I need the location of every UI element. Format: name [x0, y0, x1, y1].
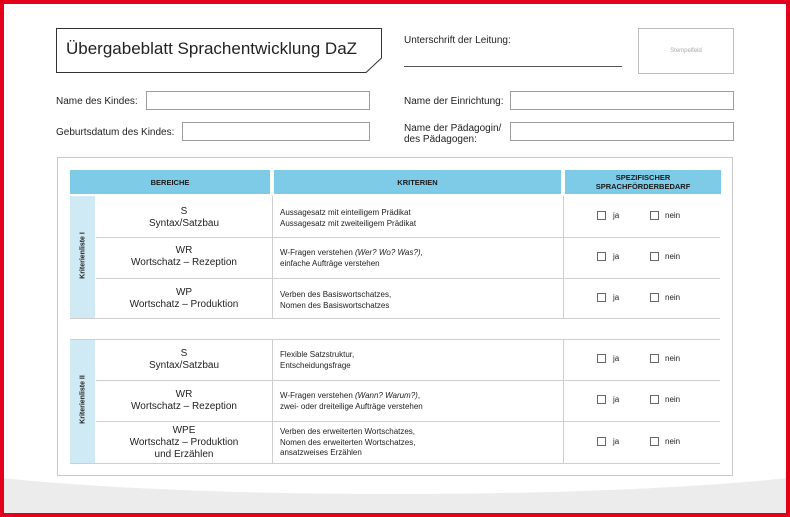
- checkbox-s1-r3-nein[interactable]: [650, 293, 659, 302]
- section-2-row-3-criteria: [280, 427, 560, 459]
- checkbox-label-ja: ja: [613, 252, 620, 261]
- area-code: S: [180, 206, 188, 217]
- checkbox-s2-r1-nein[interactable]: [650, 354, 659, 363]
- checkbox-s1-r3-ja[interactable]: [597, 293, 606, 302]
- criteria-line: ansatzweises Erzählen: [280, 448, 362, 457]
- row-divider: [96, 380, 720, 381]
- checkbox-label-nein: nein: [665, 354, 681, 363]
- child-birthdate-field[interactable]: [182, 122, 370, 141]
- checkbox-s1-r2-nein[interactable]: [650, 252, 659, 261]
- criteria-line: Nomen des erweiterten Wortschatzes,: [280, 437, 416, 447]
- child-name-label: Name des Kindes:: [56, 96, 138, 107]
- section-1-label: Kriterienliste I: [79, 232, 87, 279]
- checkbox-s2-r2-nein[interactable]: [650, 395, 659, 404]
- section-1-row-3-area: [96, 287, 272, 311]
- area-name: Syntax/Satzbau: [148, 360, 220, 371]
- header-bereiche: BEREICHE: [70, 170, 270, 194]
- area-name: Wortschatz – Produktion: [129, 299, 239, 310]
- section-1-side: [70, 196, 95, 318]
- area-name: Wortschatz – Produktion: [129, 437, 239, 448]
- area-code: WP: [175, 287, 193, 298]
- checkbox-s1-r2-ja[interactable]: [597, 252, 606, 261]
- section-2-side: [70, 339, 95, 463]
- criteria-line: Aussagesatz mit einteiligem Prädikat: [280, 208, 411, 217]
- checkbox-label-nein: nein: [665, 293, 681, 302]
- child-name-field[interactable]: [146, 91, 370, 110]
- checkbox-s2-r1-ja[interactable]: [597, 354, 606, 363]
- area-code: WR: [175, 245, 193, 256]
- section-2-row-1-criteria: [280, 350, 560, 371]
- criteria-line: einfache Aufträge verstehen: [280, 258, 380, 268]
- criteria-line: Nomen des Basiswortschatzes: [280, 300, 390, 310]
- row-divider: [96, 278, 720, 279]
- section-2-row-3-area: [96, 425, 272, 461]
- checkbox-label-nein: nein: [665, 252, 681, 261]
- row-divider: [96, 421, 720, 422]
- area-name: Wortschatz – Rezeption: [131, 257, 237, 268]
- header-bedarf-line-1: SPEZIFISCHER: [615, 173, 671, 182]
- checkbox-label-nein: nein: [665, 395, 681, 404]
- area-code: S: [180, 348, 188, 359]
- teacher-label-line-2: des Pädagogen:: [404, 134, 477, 145]
- criteria-line: Flexible Satzstruktur,: [280, 350, 355, 359]
- header-bedarf-line-2: SPRACHFÖRDERBEDARF: [595, 182, 691, 191]
- checkbox-label-ja: ja: [613, 395, 620, 404]
- header-kriterien: KRITERIEN: [274, 170, 561, 194]
- teacher-label: [404, 123, 501, 145]
- teacher-label-line-1: Name der Pädagogin/: [404, 123, 502, 134]
- teacher-field[interactable]: [510, 122, 734, 141]
- checkbox-s2-r3-nein[interactable]: [650, 437, 659, 446]
- section-1-row-1-area: [96, 206, 272, 230]
- checkbox-label-nein: nein: [665, 211, 681, 220]
- checkbox-s1-r1-ja[interactable]: [597, 211, 606, 220]
- section-1-row-2-area: [96, 245, 272, 269]
- row-divider: [70, 318, 720, 319]
- checkbox-s1-r1-nein[interactable]: [650, 211, 659, 220]
- stamp-label: Stempelfeld: [670, 48, 702, 54]
- section-1-row-1-criteria: [280, 208, 560, 229]
- child-birthdate-label: Geburtsdatum des Kindes:: [56, 127, 175, 138]
- criteria-line: W-Fragen verstehen (Wann? Warum?),: [280, 391, 421, 400]
- institution-field[interactable]: [510, 91, 734, 110]
- area-name: Wortschatz – Rezeption: [131, 401, 237, 412]
- section-1-row-3-criteria: [280, 290, 560, 311]
- checkbox-label-nein: nein: [665, 437, 681, 446]
- area-code: WR: [175, 389, 193, 400]
- area-name-2: und Erzählen: [154, 449, 214, 460]
- section-2-row-1-area: [96, 348, 272, 372]
- column-divider: [563, 339, 564, 463]
- signature-label: Unterschrift der Leitung:: [404, 35, 511, 46]
- section-1-row-2-criteria: [280, 248, 560, 269]
- column-divider: [272, 339, 273, 463]
- checkbox-label-ja: ja: [613, 437, 620, 446]
- row-divider: [96, 237, 720, 238]
- criteria-line: Verben des Basiswortschatzes,: [280, 290, 392, 299]
- section-2-label: Kriterienliste II: [79, 375, 87, 424]
- checkbox-s2-r2-ja[interactable]: [597, 395, 606, 404]
- criteria-line: Entscheidungsfrage: [280, 360, 351, 370]
- column-divider: [272, 196, 273, 318]
- section-2-row-2-area: [96, 389, 272, 413]
- row-divider: [70, 463, 720, 464]
- criteria-line: zwei- oder dreiteilige Aufträge verstehen: [280, 401, 423, 411]
- checkbox-label-ja: ja: [613, 354, 620, 363]
- row-divider: [70, 339, 720, 340]
- stamp-box[interactable]: [638, 28, 734, 74]
- title-box: [56, 28, 382, 73]
- institution-label: Name der Einrichtung:: [404, 96, 504, 107]
- checkbox-label-ja: ja: [613, 211, 620, 220]
- area-name: Syntax/Satzbau: [148, 218, 220, 229]
- criteria-line: Aussagesatz mit zweiteiligem Prädikat: [280, 218, 417, 228]
- checkbox-label-ja: ja: [613, 293, 620, 302]
- page-title: Übergabeblatt Sprachentwicklung DaZ: [66, 39, 358, 58]
- signature-line[interactable]: [404, 66, 622, 67]
- header-bedarf: [565, 170, 721, 194]
- area-code: WPE: [172, 425, 196, 436]
- criteria-line: W-Fragen verstehen (Wer? Wo? Was?),: [280, 248, 423, 257]
- checkbox-s2-r3-ja[interactable]: [597, 437, 606, 446]
- criteria-line: Verben des erweiterten Wortschatzes,: [280, 427, 416, 436]
- section-2-row-2-criteria: [280, 391, 560, 412]
- column-divider: [563, 196, 564, 318]
